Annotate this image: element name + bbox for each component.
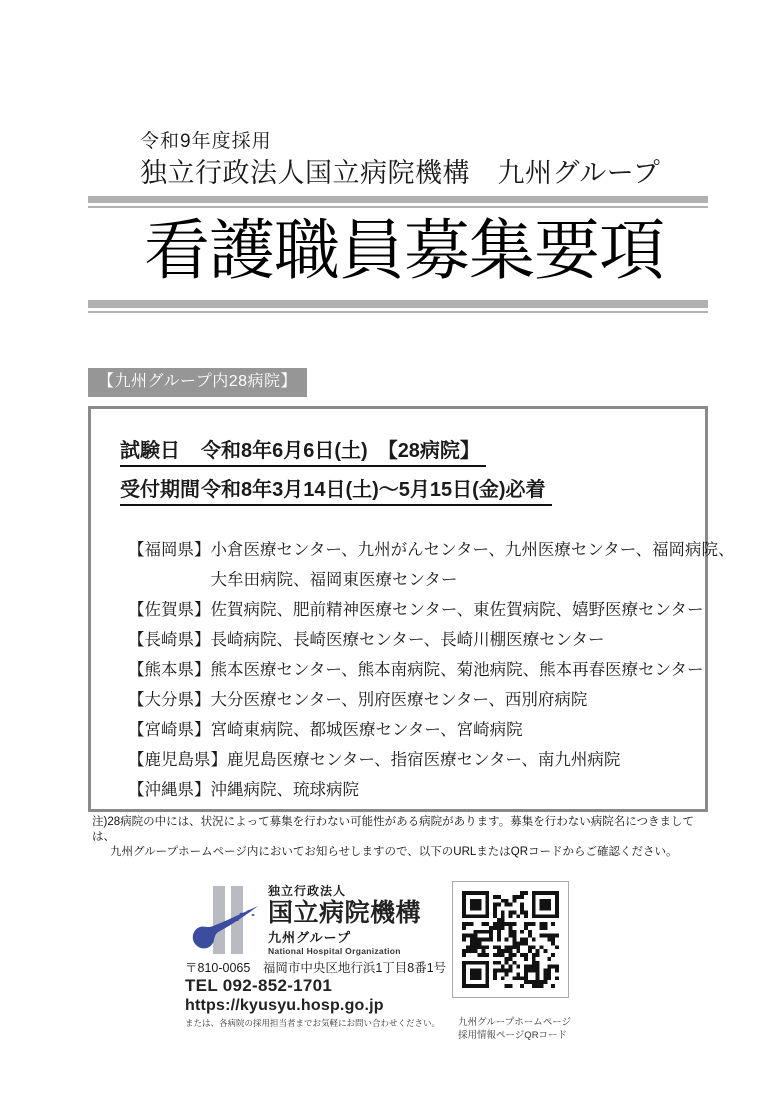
organization-name-text: 独立行政法人国立病院機構 九州グループ [140, 158, 661, 188]
logo-english-name: National Hospital Organization [268, 946, 401, 956]
reception-period-value: 令和8年3月14日(土)～5月15日(金)必着 [201, 479, 546, 501]
footnote-line1: 注)28病院の中には、状況によって募集を行わない可能性がある病院があります。募集を行わない病院名につきましては、 [92, 816, 694, 843]
exam-date-value: 令和8年6月6日(土) 【28病院】 [201, 440, 480, 462]
list-item: 【大分県】 大分医療センター、別府医療センター、西別府病院 [128, 691, 588, 709]
list-item: 【沖縄県】 沖縄病院、琉球病院 [128, 781, 359, 799]
list-item: 【佐賀県】 佐賀病院、肥前精神医療センター、東佐賀病院、嬉野医療センター [128, 601, 704, 619]
contact-block [185, 961, 446, 1030]
separator-top-thick-bar [88, 196, 708, 203]
document-header [140, 128, 660, 190]
nho-logo-text [268, 884, 421, 957]
separator-bottom-thick-bar [88, 300, 708, 308]
qr-code [462, 891, 559, 988]
group-hospitals-badge: 【九州グループ内28病院】 [88, 368, 307, 397]
prefecture-hospital-list [128, 535, 735, 805]
fiscal-year-text: 令和9年度採用 [140, 131, 272, 152]
postal-address: 〒810-0065 福岡市中央区地行浜1丁目8番1号 [185, 961, 447, 975]
exam-date-label: 試験日 [120, 440, 180, 462]
list-item: 【鹿児島県】 鹿児島医療センター、指宿医療センター、南九州病院 [128, 751, 621, 769]
separator-bottom-thin-line [88, 311, 708, 313]
footnote-line2: 九州グループホームページ内においてお知らせしますので、以下のURLまたはQRコードからご確認ください。 [110, 846, 678, 858]
list-item: 【熊本県】 熊本医療センター、熊本南病院、菊池病院、熊本再春医療センター [128, 661, 704, 679]
logo-corporation-type: 独立行政法人 [268, 884, 347, 898]
footnote [92, 815, 712, 860]
list-item: 【長崎県】 長崎病院、長崎医療センター、長崎川棚医療センター [128, 631, 605, 649]
reception-period-label: 受付期間 [120, 479, 200, 501]
page-title: 看護職員募集要項 [144, 213, 664, 287]
website-url[interactable]: https://kyusyu.hosp.go.jp [185, 997, 384, 1014]
logo-group-name: 九州グループ [268, 930, 351, 945]
exam-date-line [120, 439, 687, 467]
qr-caption [458, 1016, 571, 1042]
phone-number: TEL 092-852-1701 [185, 976, 333, 995]
reception-period-line [120, 478, 687, 506]
qr-caption-line1: 九州グループホームページ [458, 1017, 572, 1028]
exam-info-box [88, 406, 735, 812]
nho-logo-icon [190, 883, 262, 955]
contact-note: または、各病院の採用担当者までお気軽にお問い合わせください。 [185, 1018, 441, 1028]
list-item: 【宮崎県】 宮崎東病院、都城医療センター、宮崎病院 [128, 721, 523, 739]
qr-code-frame [452, 881, 569, 998]
logo-organization-name: 国立病院機構 [268, 899, 422, 927]
list-item: 【福岡県】 小倉医療センター、九州がんセンター、九州医療センター、福岡病院、 大牟田病院、福岡東医療センター [128, 541, 735, 589]
qr-caption-line2: 採用情報ページQRコード [458, 1030, 568, 1041]
separator-bottom [88, 300, 708, 313]
